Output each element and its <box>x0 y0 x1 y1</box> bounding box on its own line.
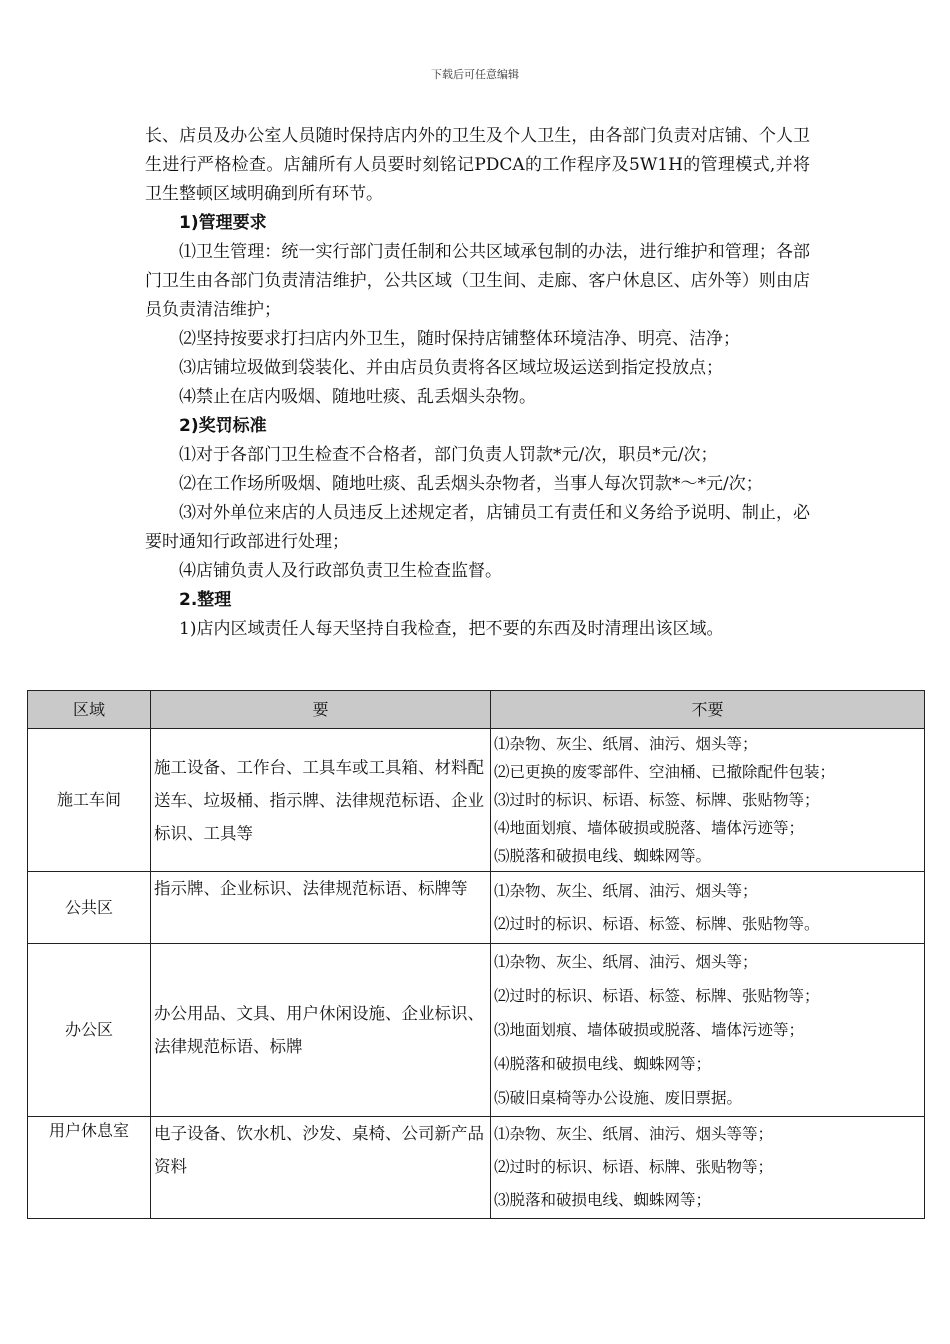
paragraph: ⑵坚持按要求打扫店内外卫生，随时保持店铺整体环境洁净、明亮、洁净； <box>179 329 740 349</box>
need-text: 电子设备、饮水机、沙发、桌椅、公司新产品资料 <box>154 1124 484 1176</box>
not-need-cell <box>491 729 925 872</box>
header-zone: 区域 <box>28 691 151 729</box>
header-need: 要 <box>151 691 491 729</box>
zone-cell: 用户休息室 <box>28 1117 151 1219</box>
list-item: ⑸脱落和破损电线、蜘蛛网等。 <box>494 847 712 865</box>
zone-cell: 施工车间 <box>28 729 151 872</box>
not-need-cell <box>491 1117 925 1219</box>
need-cell <box>151 729 491 872</box>
list-item: ⑴杂物、灰尘、纸屑、油污、烟头等等； <box>494 1125 774 1143</box>
section-heading: 2.整理 <box>179 590 232 610</box>
table-row <box>28 872 925 944</box>
paragraph: ⑶对外单位来店的人员违反上述规定者，店铺员工有责任和义务给予说明、制止，必要时通知行政部进行处理； <box>145 503 810 552</box>
paragraph: ⑶店铺垃圾做到袋装化、并由店员负责将各区域垃圾运送到指定投放点； <box>179 358 723 378</box>
paragraph: ⑷禁止在店内吸烟、随地吐痰、乱丢烟头杂物。 <box>179 387 536 407</box>
list-item: ⑶地面划痕、墙体破损或脱落、墙体污迹等； <box>494 1021 805 1039</box>
document-body <box>145 122 810 644</box>
need-cell <box>151 872 491 944</box>
table-header-row <box>28 691 925 729</box>
need-cell <box>151 944 491 1117</box>
table-row <box>28 1117 925 1219</box>
list-item: ⑴杂物、灰尘、纸屑、油污、烟头等； <box>494 881 758 900</box>
need-text: 施工设备、工作台、工具车或工具箱、材料配送车、垃圾桶、指示牌、法律规范标语、企业标识、工具等 <box>154 757 484 843</box>
list-item: ⑵已更换的废零部件、空油桶、已撤除配件包装； <box>494 763 836 781</box>
table-row <box>28 729 925 872</box>
list-item: ⑴杂物、灰尘、纸屑、油污、烟头等； <box>494 953 758 971</box>
paragraph: 长、店员及办公室人员随时保持店内外的卫生及个人卫生，由各部门负责对店铺、个人卫生进行严格检查。店舖所有人员要时刻铭记PDCA的工作程序及5W1H的管理模式,并将卫生整顿区域明确到所有环节。 <box>145 126 810 204</box>
paragraph: ⑵在工作场所吸烟、随地吐痰、乱丢烟头杂物者，当事人每次罚款*～*元/次； <box>179 474 763 494</box>
list-item: ⑵过时的标识、标语、标签、标牌、张贴物等。 <box>494 914 820 933</box>
paragraph: 1)店内区域责任人每天坚持自我检查，把不要的东西及时清理出该区域。 <box>179 619 724 639</box>
paragraph: ⑴对于各部门卫生检查不合格者，部门负责人罚款*元/次，职员*元/次； <box>179 445 718 465</box>
page-header: 下载后可任意编辑 <box>431 68 519 81</box>
list-item: ⑶过时的标识、标语、标签、标牌、张贴物等； <box>494 791 820 809</box>
need-text: 指示牌、企业标识、法律规范标语、标牌等 <box>154 879 468 898</box>
need-cell <box>151 1117 491 1219</box>
not-need-cell <box>491 872 925 944</box>
zone-cell: 办公区 <box>28 944 151 1117</box>
table-row <box>28 944 925 1117</box>
list-item: ⑴杂物、灰尘、纸屑、油污、烟头等； <box>494 735 758 753</box>
section-heading: 1)管理要求 <box>179 213 267 233</box>
list-item: ⑶脱落和破损电线、蜘蛛网等； <box>494 1191 712 1209</box>
list-item: ⑵过时的标识、标语、标签、标牌、张贴物等； <box>494 987 820 1005</box>
need-text: 办公用品、文具、用户休闲设施、企业标识、法律规范标语、标牌 <box>154 1004 484 1056</box>
zone-cell: 公共区 <box>28 872 151 944</box>
section-heading: 2)奖罚标准 <box>179 416 267 436</box>
list-item: ⑷地面划痕、墙体破损或脱落、墙体污迹等； <box>494 819 805 837</box>
paragraph: ⑴卫生管理：统一实行部门责任制和公共区域承包制的办法，进行维护和管理；各部门卫生由各部门负责清洁维护，公共区域（卫生间、走廊、客户休息区、店外等）则由店员负责清洁维护； <box>145 242 810 320</box>
zone-table <box>27 690 925 1219</box>
not-need-cell <box>491 944 925 1117</box>
paragraph: ⑷店铺负责人及行政部负责卫生检查监督。 <box>179 561 502 581</box>
header-not-need: 不要 <box>491 691 925 729</box>
list-item: ⑷脱落和破损电线、蜘蛛网等； <box>494 1055 712 1073</box>
list-item: ⑸破旧桌椅等办公设施、废旧票据。 <box>494 1089 743 1107</box>
list-item: ⑵过时的标识、标语、标牌、张贴物等； <box>494 1158 774 1176</box>
